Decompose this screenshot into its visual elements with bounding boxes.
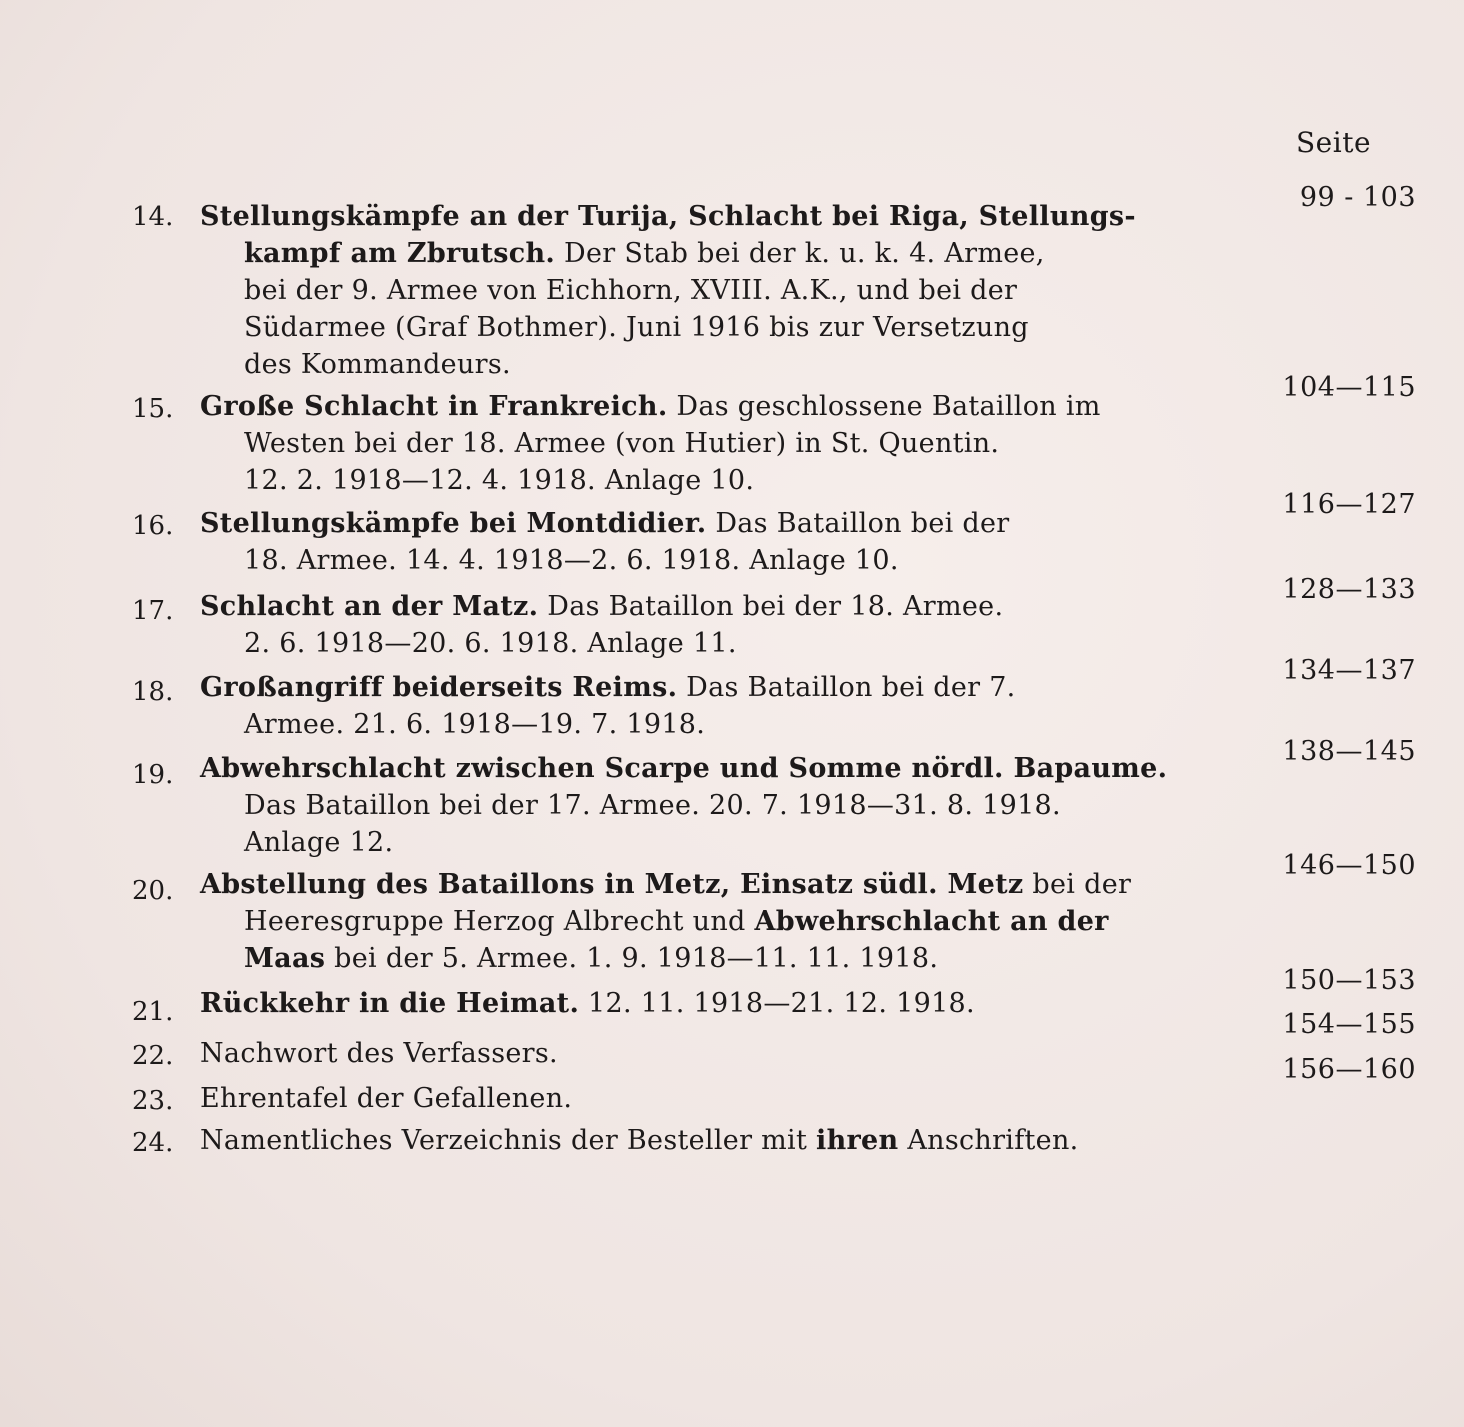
entry-desc-line: Südarmee (Graf Bothmer). Juni 1916 bis zur Versetzung [244, 312, 1029, 343]
entry-title-cont: kampf am Zbrutsch. [244, 238, 556, 269]
entry-desc: Das geschlossene Bataillon im [667, 391, 1101, 422]
entry-pages: 116—127 [1282, 489, 1416, 520]
entry-pages: 134—137 [1282, 655, 1416, 686]
entry-desc: bei der [1023, 869, 1132, 900]
entry-text [200, 1080, 1196, 1117]
entry-text [200, 198, 1196, 383]
entry-title: Stellungskämpfe an der Turija, Schlacht bei Riga, Stellungs- [200, 201, 1136, 232]
entry-number: 23. [132, 1086, 174, 1116]
entry-number: 22. [132, 1041, 174, 1071]
entry-pages: 156—160 [1282, 1054, 1416, 1085]
entry-desc-line: Ehrentafel der Gefallenen. [200, 1083, 573, 1114]
entry-text [200, 588, 1196, 662]
entry-title: Schlacht an der Matz. [200, 591, 539, 622]
entry-text [200, 985, 1196, 1022]
entry-title: Abwehrschlacht zwischen Scarpe und Somme nördl. Bapaume. [200, 753, 1168, 784]
entry-number: 24. [132, 1128, 174, 1158]
entry-number: 16. [132, 511, 174, 541]
entry-desc: Der Stab bei der k. u. k. 4. Armee, [555, 238, 1045, 269]
entry-desc: Das Bataillon bei der 18. Armee. [538, 591, 1004, 622]
entry-text [200, 388, 1196, 499]
entry-pages: 104—115 [1282, 372, 1416, 403]
entry-title: Abstellung des Bataillons in Metz, Einsatz südl. Metz [200, 869, 1024, 900]
entry-number: 15. [132, 394, 174, 424]
entry-text [200, 866, 1196, 977]
entry-number: 14. [132, 202, 174, 232]
entry-pages: 146—150 [1282, 850, 1416, 881]
entry-desc-line: Anlage 12. [244, 827, 394, 858]
entry-desc: 12. 11. 1918—21. 12. 1918. [579, 988, 975, 1019]
entry-desc-line: bei der 9. Armee von Eichhorn, XVIII. A.K., und bei der [244, 275, 1018, 306]
entry-desc: bei der 5. Armee. 1. 9. 1918—11. 11. 1918. [325, 943, 939, 974]
entry-desc-line: Armee. 21. 6. 1918—19. 7. 1918. [244, 709, 706, 740]
entry-desc: Anschriften. [898, 1125, 1079, 1156]
entry-desc-line: 12. 2. 1918—12. 4. 1918. Anlage 10. [244, 465, 755, 496]
entry-number: 18. [132, 677, 174, 707]
entry-pages: 154—155 [1282, 1009, 1416, 1040]
entry-number: 21. [132, 997, 174, 1027]
entry-text [200, 750, 1196, 861]
page-column-header: Seite [1296, 126, 1372, 159]
entry-title-cont: Maas [244, 943, 326, 974]
entry-number: 17. [132, 596, 174, 626]
entry-desc: Das Bataillon bei der [706, 508, 1010, 539]
entry-desc: Heeresgruppe Herzog Albrecht und [244, 906, 755, 937]
entry-text [200, 669, 1196, 743]
entry-desc-line: Westen bei der 18. Armee (von Hutier) in St. Quentin. [244, 428, 1000, 459]
entry-pages: 150—153 [1282, 965, 1416, 996]
entry-desc-line: Das Bataillon bei der 17. Armee. 20. 7. 1918—31. 8. 1918. [244, 790, 1061, 821]
entry-emphasis: ihren [816, 1125, 899, 1156]
entry-pages: 138—145 [1282, 736, 1416, 767]
entry-pages: 99 - 103 [1299, 182, 1416, 213]
entry-title: Große Schlacht in Frankreich. [200, 391, 668, 422]
entry-desc-line: 2. 6. 1918—20. 6. 1918. Anlage 11. [244, 628, 737, 659]
entry-title: Großangriff beiderseits Reims. [200, 672, 678, 703]
entry-desc: Namentliches Verzeichnis der Besteller mit [200, 1125, 817, 1156]
entry-pages: 128—133 [1282, 574, 1416, 605]
entry-desc-line: des Kommandeurs. [244, 349, 511, 380]
entry-number: 20. [132, 876, 174, 906]
entry-title: Rückkehr in die Heimat. [200, 988, 580, 1019]
entry-desc-line: Nachwort des Verfassers. [200, 1038, 558, 1069]
entry-desc: Das Bataillon bei der 7. [677, 672, 1016, 703]
entry-text [200, 1035, 1196, 1072]
entry-text [200, 1122, 1196, 1159]
entry-text [200, 505, 1196, 579]
entry-number: 19. [132, 760, 174, 790]
entry-desc-line: 18. Armee. 14. 4. 1918—2. 6. 1918. Anlage 10. [244, 545, 899, 576]
entry-title: Stellungskämpfe bei Montdidier. [200, 508, 707, 539]
entry-title-cont: Abwehrschlacht an der [754, 906, 1109, 937]
